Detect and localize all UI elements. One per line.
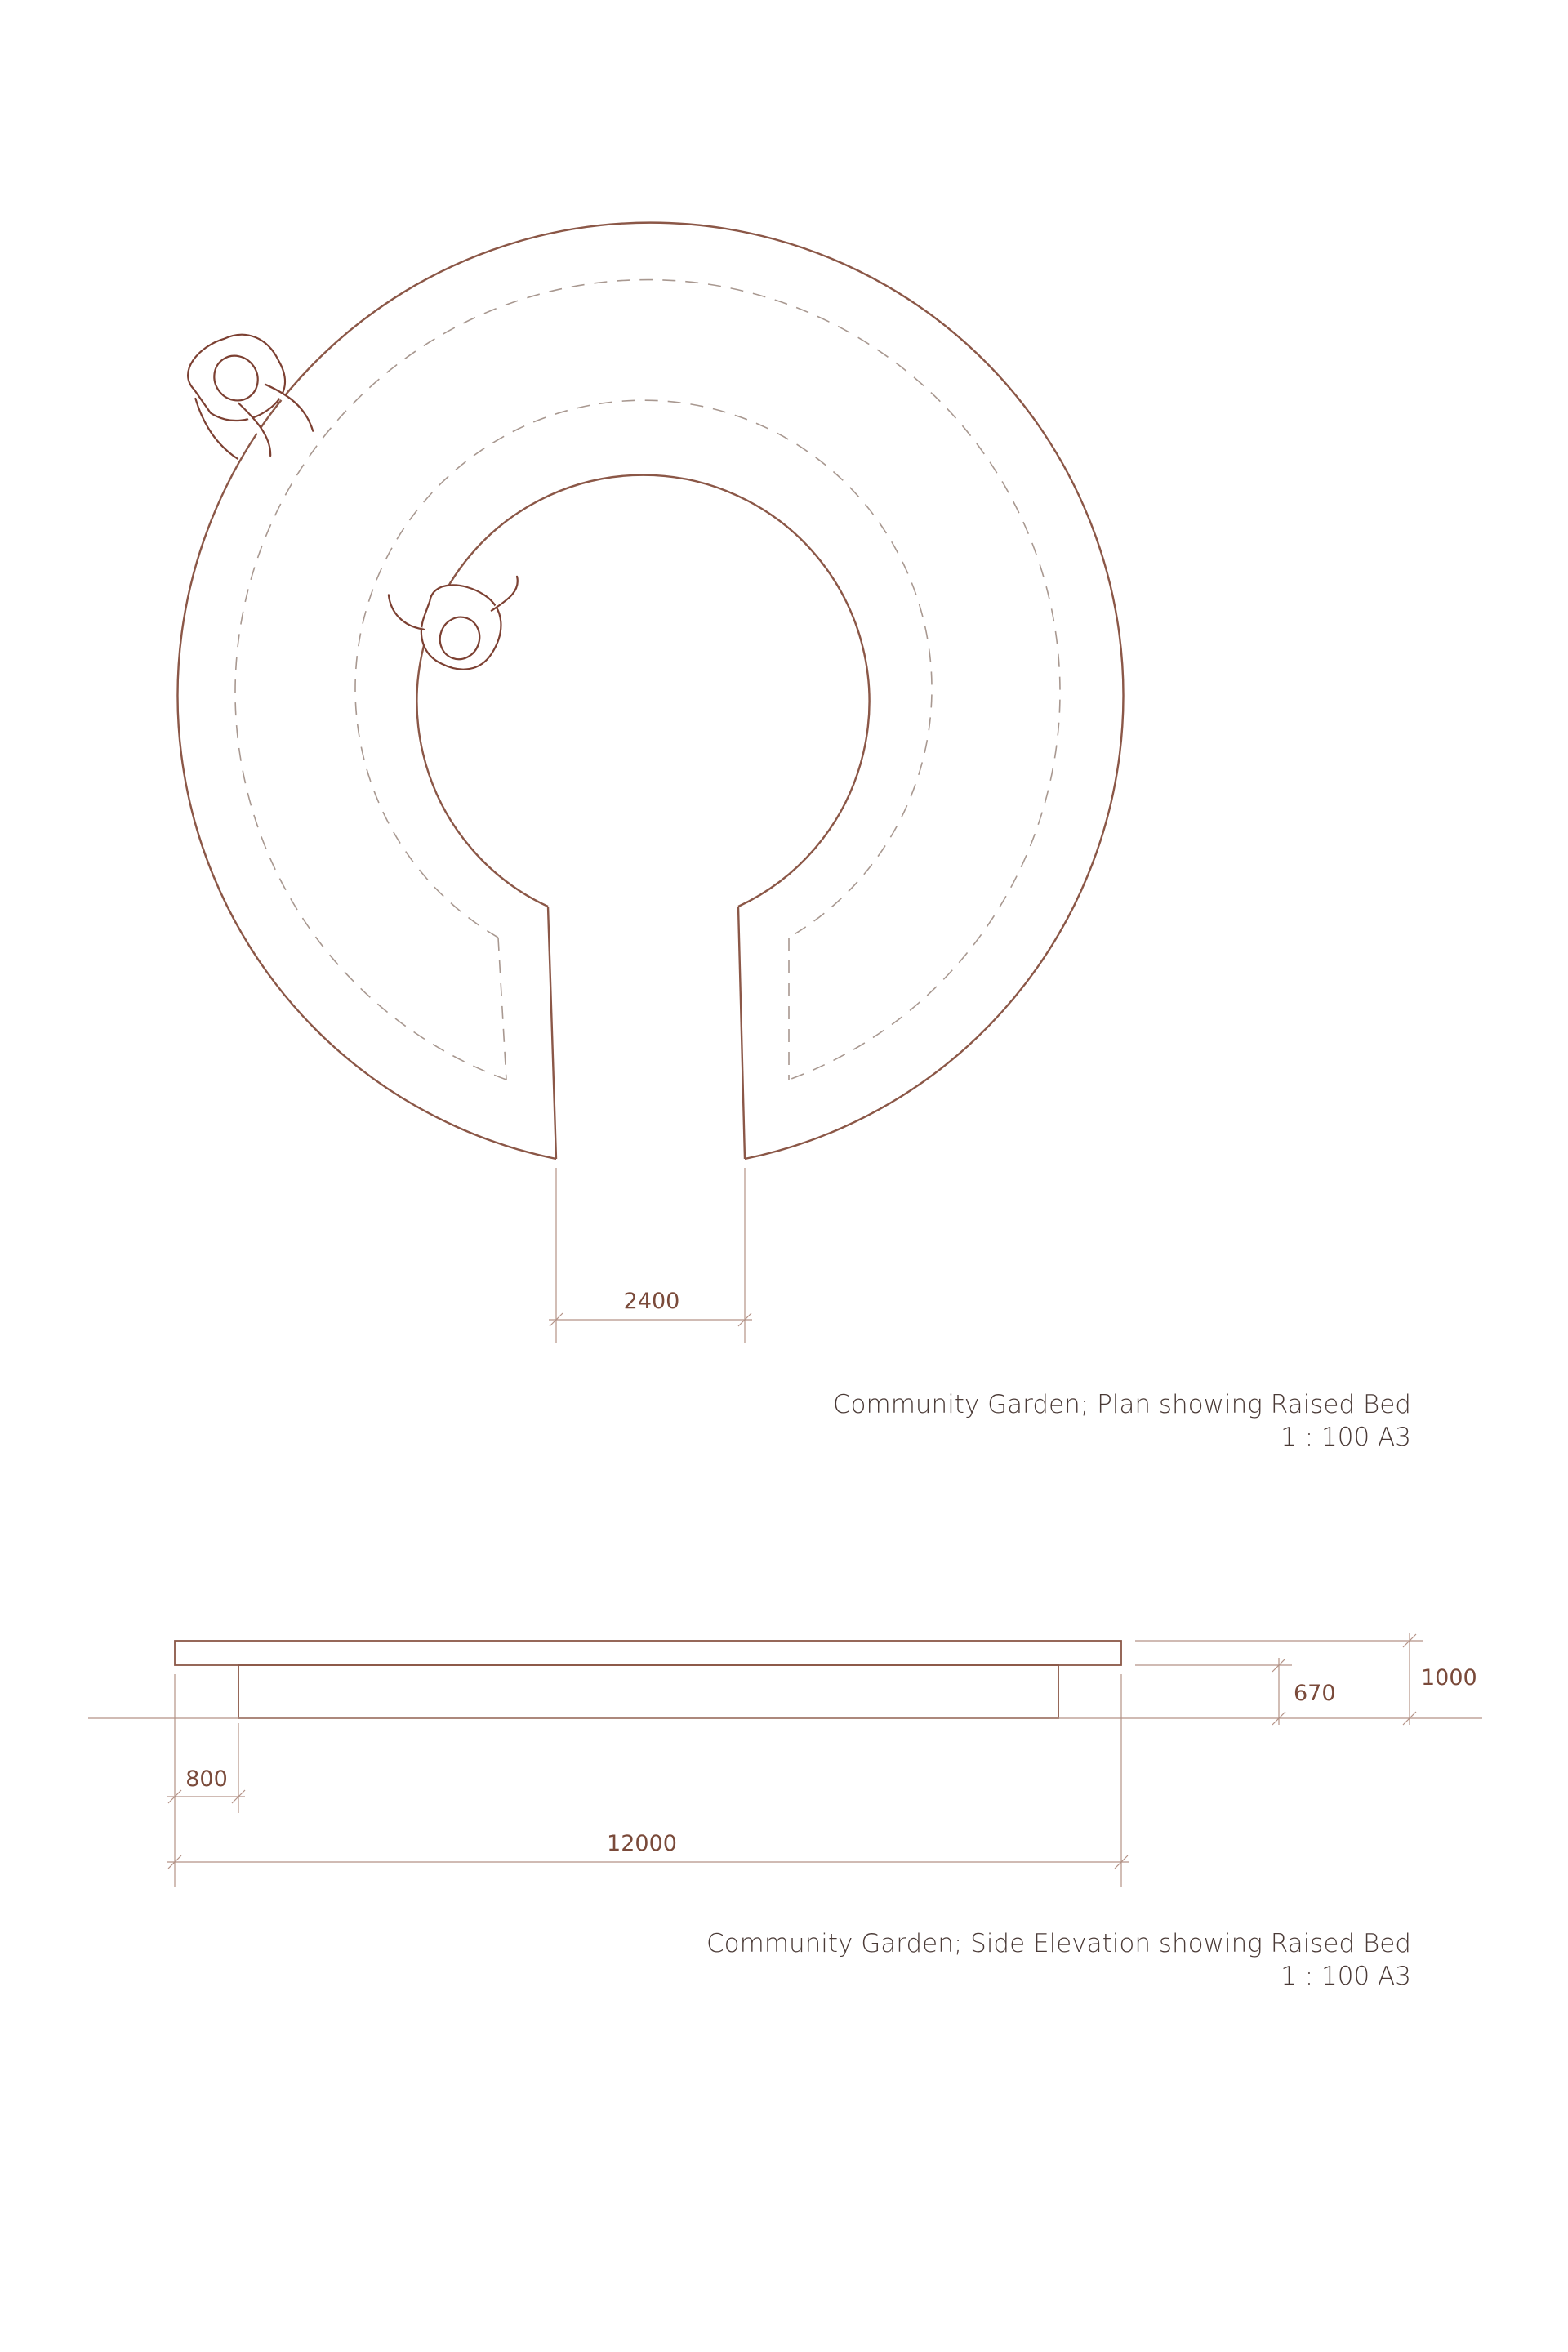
raised-bed-outer-edge bbox=[177, 223, 1123, 1159]
dimension-bed-height-label: 670 bbox=[1294, 1681, 1336, 1706]
dimension-overhang-label: 800 bbox=[185, 1766, 228, 1792]
elevation-title: Community Garden; Side Elevation showing Raised Bed bbox=[706, 1929, 1411, 1958]
planting-outline-left-end bbox=[498, 938, 506, 1080]
person-top-view-icon bbox=[170, 318, 324, 479]
plan-title: Community Garden; Plan showing Raised Bed bbox=[832, 1390, 1411, 1419]
plan-view bbox=[170, 223, 1124, 1343]
bed-top-slab bbox=[175, 1641, 1121, 1665]
elevation-caption bbox=[706, 1927, 1411, 1993]
bed-body bbox=[238, 1665, 1058, 1718]
raised-bed-inner-edge bbox=[417, 475, 870, 906]
raised-bed-left-arm-edge bbox=[548, 906, 556, 1159]
planting-outline-inner bbox=[355, 400, 932, 938]
elevation-scale: 1 : 100 A3 bbox=[1281, 1962, 1411, 1991]
raised-bed-right-arm-edge bbox=[738, 906, 745, 1159]
person-top-view-icon bbox=[372, 537, 521, 679]
dimension-length-label: 12000 bbox=[607, 1831, 677, 1856]
dimension-total-height-label: 1000 bbox=[1421, 1665, 1477, 1690]
elevation-view bbox=[88, 1633, 1482, 1886]
plan-scale: 1 : 100 A3 bbox=[1281, 1423, 1411, 1452]
plan-caption bbox=[833, 1388, 1411, 1454]
dimension-opening-label: 2400 bbox=[623, 1289, 680, 1314]
